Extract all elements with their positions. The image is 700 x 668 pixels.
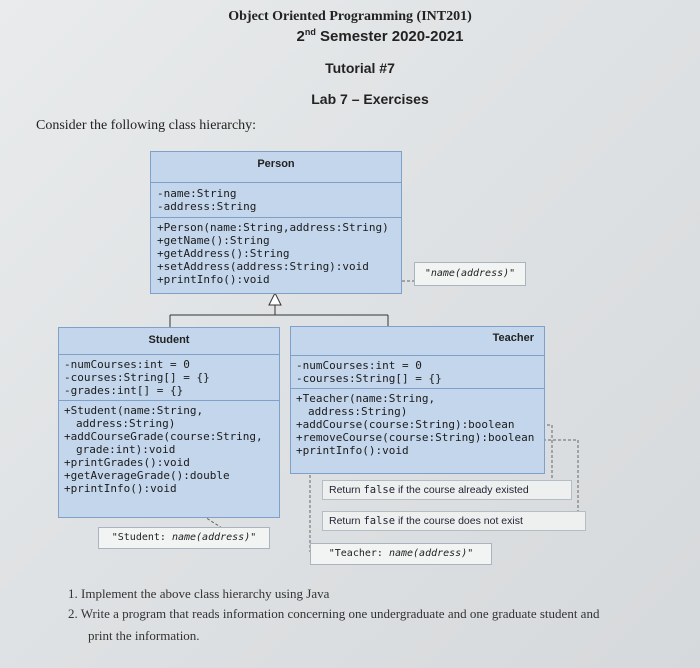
student-note-suffix: " <box>250 532 257 543</box>
teacher-remove-note-pre: Return <box>329 515 364 527</box>
teacher-remove-note-kw: false <box>363 515 396 527</box>
teacher-class <box>290 326 545 474</box>
teacher-remove-note <box>322 511 586 531</box>
student-method-getaveragegrade: +getAverageGrade():double <box>64 469 230 482</box>
student-attr-grades: -grades:int[] = {} <box>64 384 184 397</box>
teacher-method-constructor: +Teacher(name:String, <box>296 392 436 405</box>
student-attributes <box>59 354 279 400</box>
person-method-getaddress: +getAddress():String <box>157 247 290 260</box>
task-1-num: 1. <box>68 586 78 601</box>
inheritance-arrow <box>269 293 281 305</box>
lab-heading: Lab 7 – Exercises <box>311 91 429 107</box>
teacher-class-name: Teacher <box>492 332 534 344</box>
teacher-attr-numcourses: -numCourses:int = 0 <box>296 359 422 372</box>
person-method-setaddress: +setAddress(address:String):void <box>157 260 369 273</box>
student-method-printinfo: +printInfo():void <box>64 482 177 495</box>
teacher-note <box>310 543 492 565</box>
person-attr-name: -name:String <box>157 187 237 200</box>
teacher-remove-note-post: if the course does not exist <box>395 515 523 527</box>
person-attributes <box>151 182 401 217</box>
teacher-note-italic: name(address) <box>388 548 468 559</box>
teacher-add-note-kw: false <box>363 484 396 496</box>
student-note <box>98 527 270 549</box>
teacher-attributes <box>291 355 544 388</box>
person-class-name: Person <box>257 158 295 170</box>
student-method-constructor-cont: address:String) <box>76 417 176 430</box>
task-1-text: Implement the above class hierarchy using Java <box>81 586 330 601</box>
person-method-constructor: +Person(name:String,address:String) <box>157 221 389 234</box>
teacher-note-prefix: "Teacher: <box>328 548 389 559</box>
student-attr-courses: -courses:String[] = {} <box>64 371 210 384</box>
teacher-add-note <box>322 480 572 500</box>
person-method-printinfo: +printInfo():void <box>157 273 270 286</box>
task-2-cont: print the information. <box>88 628 200 643</box>
intro-text: Consider the following class hierarchy: <box>36 118 257 133</box>
teacher-method-removecourse: +removeCourse(course:String):boolean <box>296 431 535 444</box>
teacher-method-addcourse: +addCourse(course:String):boolean <box>296 418 515 431</box>
student-method-addcoursegrade-cont: grade:int):void <box>76 443 176 456</box>
student-method-constructor: +Student(name:String, <box>64 404 204 417</box>
student-note-italic: name(address) <box>171 532 251 543</box>
semester-text: Semester 2020-2021 <box>315 28 464 45</box>
tutorial-heading: Tutorial #7 <box>325 60 395 76</box>
teacher-methods <box>291 388 544 460</box>
task-2-num: 2. <box>68 606 78 621</box>
teacher-method-printinfo: +printInfo():void <box>296 444 409 457</box>
student-class <box>58 327 280 518</box>
task-2-text: Write a program that reads information concerning one undergraduate and one graduate student and <box>80 606 600 621</box>
student-method-printgrades: +printGrades():void <box>64 456 190 469</box>
student-note-prefix: "Student: <box>111 532 172 543</box>
teacher-add-note-post: if the course already existed <box>395 484 529 496</box>
person-methods <box>151 217 401 289</box>
task-1 <box>68 586 329 602</box>
teacher-note-suffix: " <box>467 548 474 559</box>
task-2 <box>68 606 599 622</box>
teacher-method-constructor-cont: address:String) <box>308 405 408 418</box>
teacher-add-note-pre: Return <box>329 484 364 496</box>
person-method-getname: +getName():String <box>157 234 270 247</box>
student-class-name: Student <box>148 334 190 346</box>
student-method-addcoursegrade: +addCourseGrade(course:String, <box>64 430 263 443</box>
person-note: "name(address)" <box>414 262 526 286</box>
student-attr-numcourses: -numCourses:int = 0 <box>64 358 190 371</box>
student-methods <box>59 400 279 498</box>
teacher-attr-courses: -courses:String[] = {} <box>296 372 442 385</box>
person-attr-address: -address:String <box>157 200 257 213</box>
person-class <box>150 151 402 294</box>
document-title: Object Oriented Programming (INT201) <box>228 9 472 24</box>
semester-superscript: nd <box>304 27 316 37</box>
semester-ordinal: 2 <box>296 28 305 45</box>
